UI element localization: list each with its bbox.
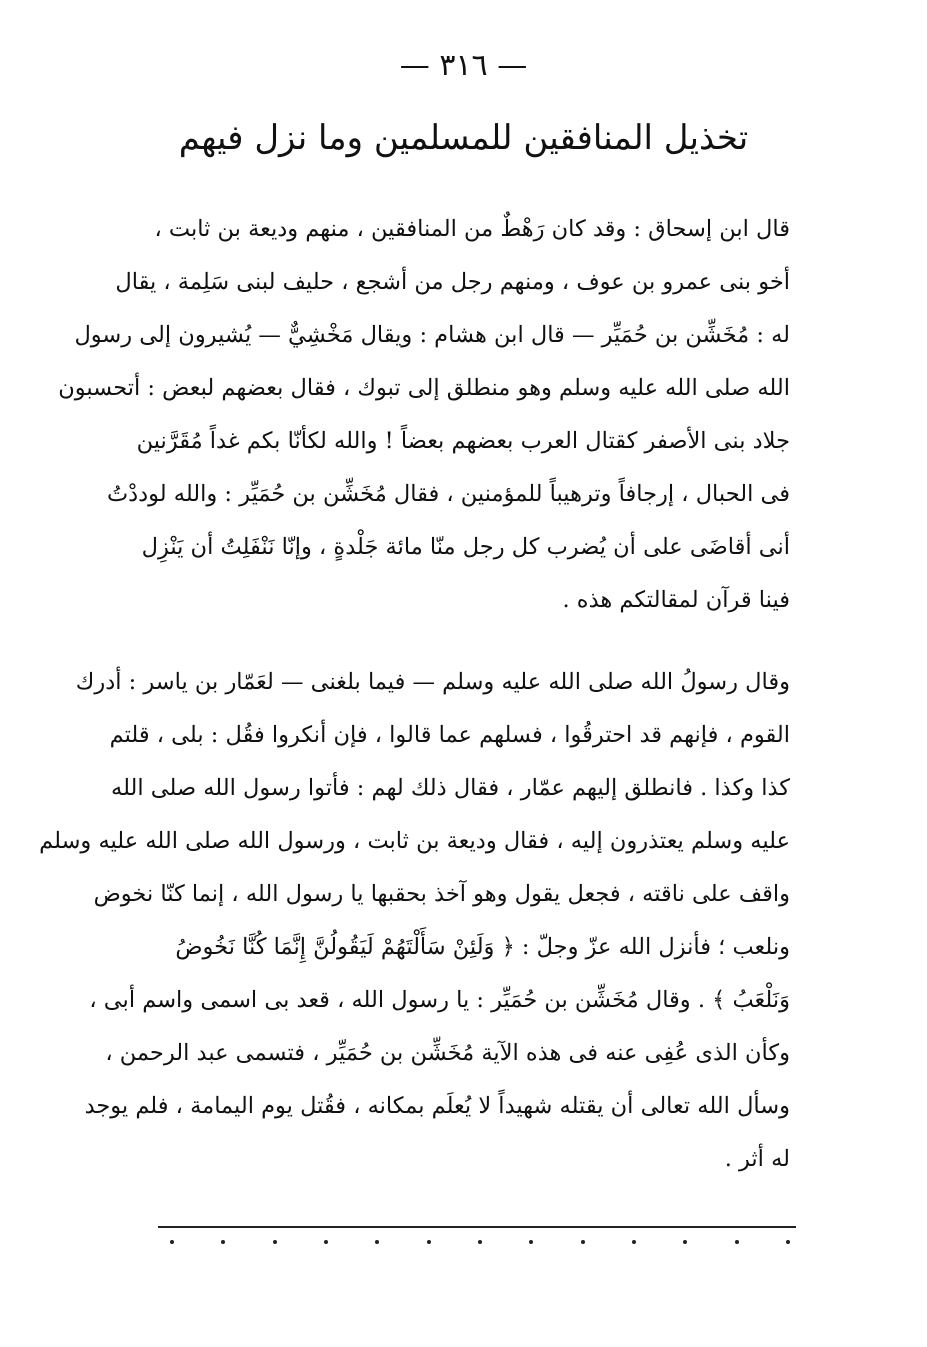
footer-dot [735, 1240, 739, 1244]
text-line: ونلعب ؛ فأنزل الله عزّ وجلّ : ﴿ وَلَئِنْ سَأَلْتَهُمْ لَيَقُولُنَّ إِنَّمَا كُنَّا نَخُوضُ [175, 934, 790, 960]
text-line: وكأن الذى عُفِى عنه فى هذه الآية مُخَشِّن بن حُمَيِّر ، فتسمى عبد الرحمن ، [105, 1040, 790, 1066]
text-line: وقال رسولُ الله صلى الله عليه وسلم — فيما بلغنى — لعَمّار بن ياسر : أدرك [75, 669, 790, 695]
footer-dot [786, 1240, 790, 1244]
text-line: وَنَلْعَبُ ﴾ . وقال مُخَشِّن بن حُمَيِّر : يا رسول الله ، قعد بى اسمى واسم أبى ، [89, 987, 790, 1013]
text-line: له : مُخَشِّن بن حُمَيِّر — قال ابن هشام : ويقال مَخْشِيٌّ — يُشيرون إلى رسول [74, 322, 790, 348]
text-line: القوم ، فإنهم قد احترقُوا ، فسلهم عما قالوا ، فإن أنكروا فقُل : بلى ، قلتم [109, 722, 790, 748]
footer-dot [273, 1240, 277, 1244]
footer-dot [529, 1240, 533, 1244]
footer-dot [427, 1240, 431, 1244]
footer-dot [581, 1240, 585, 1244]
paragraph-1 [58, 203, 790, 627]
text-line: قال ابن إسحاق : وقد كان رَهْطٌ من المنافقين ، منهم وديعة بن ثابت ، [154, 216, 790, 242]
footer-dot [478, 1240, 482, 1244]
footer-dot [683, 1240, 687, 1244]
paragraph-2 [39, 656, 790, 1186]
text-line: عليه وسلم يعتذرون إليه ، فقال وديعة بن ثابت ، ورسول الله صلى الله عليه وسلم [39, 828, 790, 854]
footer-dots [170, 1240, 790, 1244]
text-line: وسأل الله تعالى أن يقتله شهيداً لا يُعلَم بمكانه ، فقُتل يوم اليمامة ، فلم يوجد [84, 1093, 790, 1119]
text-line: الله صلى الله عليه وسلم وهو منطلق إلى تبوك ، فقال بعضهم لبعض : أتحسبون [58, 375, 790, 401]
text-line: أنى أقاضَى على أن يُضرب كل رجل منّا مائة جَلْدةٍ ، وإنّا نَنْفَلِتُ أن يَنْزِل [141, 534, 790, 560]
text-line: فينا قرآن لمقالتكم هذه . [562, 587, 790, 613]
footer-dot [632, 1240, 636, 1244]
page-number: — ٣١٦ — [399, 48, 528, 83]
text-line: فى الحبال ، إرجافاً وترهيباً للمؤمنين ، فقال مُخَشِّن بن حُمَيِّر : والله لوددْتُ [106, 481, 790, 507]
footer-dot [324, 1240, 328, 1244]
text-line: له أثر . [724, 1146, 790, 1172]
footer-rule [158, 1226, 796, 1228]
chapter-title: تخذيل المنافقين للمسلمين وما نزل فيهم [178, 118, 749, 158]
footer-dot [170, 1240, 174, 1244]
text-line: أخو بنى عمرو بن عوف ، ومنهم رجل من أشجع ، حليف لبنى سَلِمة ، يقال [115, 269, 790, 295]
text-line: كذا وكذا . فانطلق إليهم عمّار ، فقال ذلك لهم : فأتوا رسول الله صلى الله [111, 775, 790, 801]
text-line: جلاد بنى الأصفر كقتال العرب بعضهم بعضاً ! والله لكأنّا بكم غداً مُقَرَّنين [136, 428, 790, 454]
footer-dot [375, 1240, 379, 1244]
text-line: واقف على ناقته ، فجعل يقول وهو آخذ بحقبها يا رسول الله ، إنما كنّا نخوض [93, 881, 790, 907]
footer-dot [221, 1240, 225, 1244]
